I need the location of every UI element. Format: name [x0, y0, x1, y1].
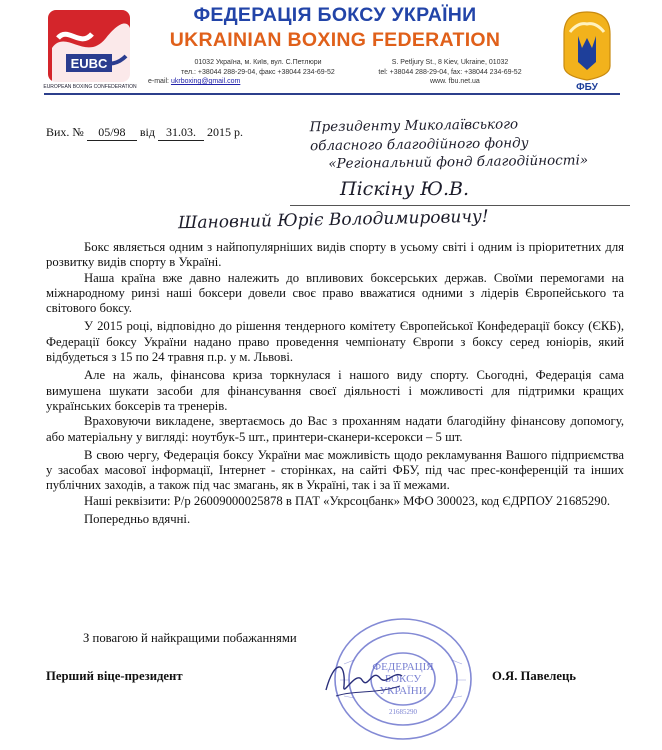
signatory-name: О.Я. Павелець [492, 669, 577, 683]
paragraph: Бокс являється одним з найпопулярніших видів спорту в усьому світі і одним із пріоритетних для розвитку видів спорту в Україні. [46, 240, 624, 270]
eubc-caption: EUROPEAN BOXING CONFEDERATION [43, 84, 137, 90]
paragraph: В свою чергу, Федерація боксу України має можливість щодо рекламування Вашого підприємства у засобах масової інформації, Інтернет - сторінках, на сайті ФБУ, під час прес-конференцій та інших публічних заходів, а також під час змагань, як в Україні, так і за її межами. [46, 447, 624, 493]
header-divider [44, 93, 620, 95]
ref-date-label: від [139, 125, 155, 139]
fbu-logo-text: ФБУ [576, 82, 598, 92]
phone-ua: тел.: +38044 288-29-04, факс +38044 234-69-52 [181, 68, 335, 76]
letter-body [46, 240, 624, 527]
paragraph: Враховуючи викладене, звертаємось до Вас з проханням надати благодійну фінансову допомогу, або матеріальну у вигляді: ноутбук-5 шт., принтери-сканери-ксерокси – 5 шт. [46, 414, 624, 444]
address-en: S. Petljury St., 8 Kiev, Ukraine, 01032 [391, 59, 509, 66]
addressee-line-1: Президенту Миколаївського [309, 116, 519, 136]
phone-en: tel: +38044 288-29-04, fax: +38044 234-69-52 [378, 68, 522, 76]
addressee-line-2: обласного благодійного фонду [309, 134, 529, 154]
email-line [148, 78, 240, 85]
address-ua-block [148, 58, 368, 77]
addressee-block [310, 114, 631, 174]
stamp-line-1: ФЕДЕРАЦІЯ [372, 661, 434, 673]
stamp-line-3: УКРАЇНИ [379, 685, 427, 697]
addressee-line-3: «Регіональний фонд благодійності» [328, 152, 589, 172]
eubc-logo-text: EUBC [70, 56, 108, 71]
website-link[interactable]: www. fbu.net.ua [430, 78, 480, 85]
paragraph: Наша країна вже давно належить до впливових боксерських держав. Своїми перемогами на міжнародному ринзі наші боксери довели своє право вважатися одними з лідерів Європейського та світового боксу. [46, 270, 624, 316]
paragraph: Але на жаль, фінансова криза торкнулася і нашого виду спорту. Сьогодні, Федерація сама вимушена шукати засоби для фінансування своєї діяльності і можливості для підтримки кращих українських боксерів та тренерів. [46, 368, 624, 413]
fbu-logo [558, 6, 616, 92]
salutation: Шановний Юріє Володимировичу! [177, 206, 489, 234]
ref-year: 2015 р. [206, 125, 243, 139]
eubc-logo [46, 8, 132, 88]
email-label: e-mail: [148, 78, 170, 85]
paragraph: Наші реквізити: Р/р 26009000025878 в ПАТ «Укрсоцбанк» МФО 300023, код ЄДРПОУ 21685290. [84, 493, 611, 508]
closing-phrase: З повагою й найкращими побажаннями [83, 631, 297, 645]
reference-line [46, 125, 243, 141]
handwritten-signature [316, 650, 406, 710]
addressee-name: Піскіну Ю.В. [340, 178, 470, 200]
addressee-underline [290, 205, 630, 206]
address-en-block [350, 58, 550, 77]
paragraph: У 2015 році, відповідно до рішення тендерного комітету Європейської Конфедерації боксу (ЄКБ), Федерації боксу України надано право проведення чемпіонату Європи з боксу серед юніорів, який відбудеться з 15 по 24 травня п.р. у м. Львові. [46, 319, 624, 365]
signatory-position: Перший віце-президент [46, 669, 183, 683]
ref-number-label: Вих. № [46, 125, 84, 139]
paragraph: Попередньо вдячні. [84, 512, 191, 527]
address-ua: 01032 Україна, м. Київ, вул. С.Петлюри [194, 59, 322, 66]
title-en: UKRAINIAN BOXING FEDERATION [169, 29, 501, 51]
ref-number: 05/98 [87, 125, 137, 141]
title-ua: ФЕДЕРАЦІЯ БОКСУ УКРАЇНИ [193, 4, 477, 26]
stamp-code: 21685290 [389, 708, 417, 716]
stamp-line-2: БОКСУ [384, 673, 422, 685]
ref-date: 31.03. [158, 125, 204, 141]
email-link[interactable]: ukrboxing@gmail.com [170, 78, 241, 85]
